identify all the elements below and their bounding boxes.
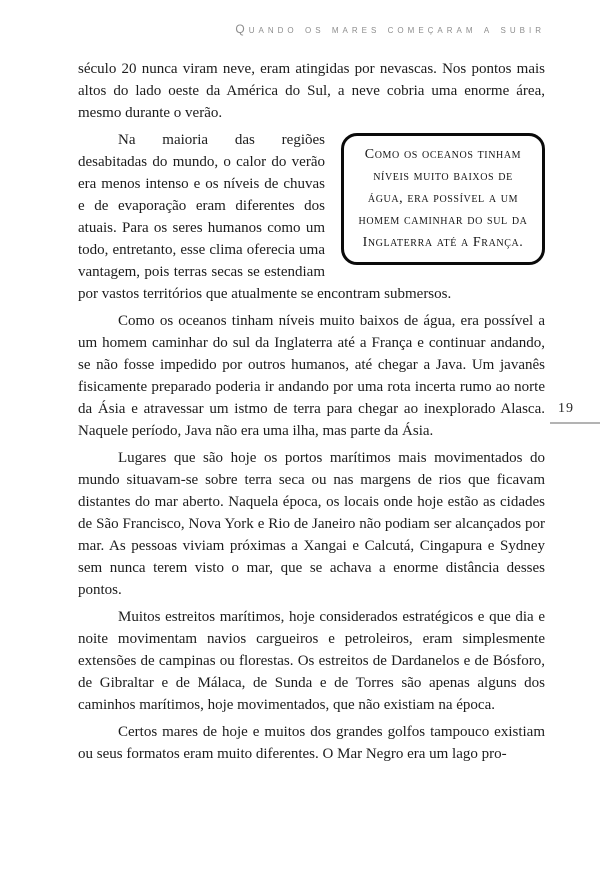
paragraph: Na maioria das regiões desabitadas do mundo, o calor do verão era menos intenso e os níveis de chuvas e de evaporação eram diferentes dos atuais. Para os seres humanos como um todo, entretanto, esse clima oferecia uma vantagem, pois terras secas se estendiam por vastos territórios que atualmente se encontram submersos. — [78, 132, 452, 302]
running-head: Quando os mares começaram a subir — [235, 22, 545, 36]
paragraph: Certos mares de hoje e muitos dos grandes golfos tampouco existiam ou seus formatos eram muito diferentes. O Mar Negro era um lago pro- — [78, 724, 545, 762]
pull-quote-text: Como os oceanos tinham níveis muito baixos de água, era possível a um homem caminhar do sul da Inglaterra até a França. — [358, 147, 528, 250]
body-text-block — [78, 58, 545, 770]
paragraph: Muitos estreitos marítimos, hoje considerados estratégicos e que dia e noite movimentam navios cargueiros e petroleiros, eram simplesmente extensões de campinas ou florestas. Os estreitos de Dardanelos e de Bósforo, de Gibraltar e de Málaca, de Sunda e de Torres são apenas alguns dos caminhos marítimos, hoje movimentados, que não existiam na época. — [78, 609, 545, 713]
paragraph-continuation: século 20 nunca viram neve, eram atingidas por nevascas. Nos pontos mais altos do lado oeste da América do Sul, a neve cobria uma enorme área, mesmo durante o verão. — [78, 61, 545, 121]
paragraph: Como os oceanos tinham níveis muito baixos de água, era possível a um homem caminhar do sul da Inglaterra até a França e continuar andando, se não fosse impedido por outros humanos, até chegar a Java. Um javanês fisicamente preparado poderia ir andando por uma rota incerta rumo ao norte da Ásia e atravessar um istmo de terra para chegar ao inexplorado Alasca. Naquele período, Java não era uma ilha, mas parte da Ásia. — [78, 313, 545, 439]
pull-quote-box — [341, 133, 545, 265]
paragraph: Lugares que são hoje os portos marítimos mais movimentados do mundo situavam-se sobre terra seca ou nas margens de rios que ficavam distantes do mar aberto. Naquela época, os locais onde hoje estão as cidades de São Francisco, Nova York e Rio de Janeiro não podiam ser alcançados por mar. As pessoas viviam próximas a Xangai e Calcutá, Cingapura e Sydney sem nunca terem visto o mar, que se achava a enorme distância desses pontos. — [78, 450, 545, 598]
folio-rule — [550, 422, 600, 424]
folio — [545, 399, 600, 425]
page-number: 19 — [558, 401, 574, 416]
